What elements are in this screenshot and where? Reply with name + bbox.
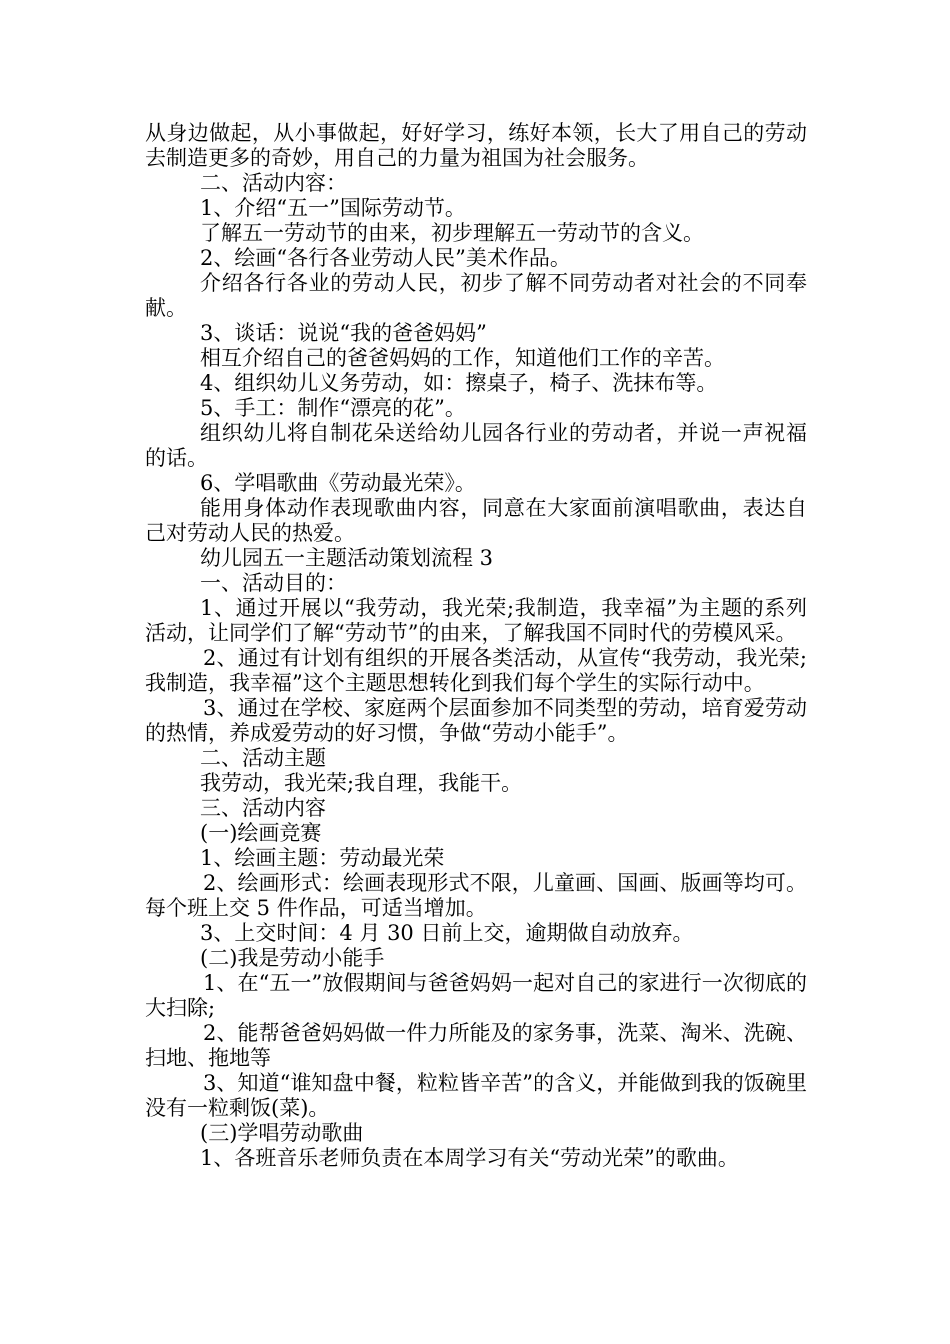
paragraph: 相互介绍自己的爸爸妈妈的工作，知道他们工作的辛苦。 [200, 346, 725, 370]
paragraph: 能用身体动作表现歌曲内容，同意在大家面前演唱歌曲，表达自己对劳动人民的热爱。 [145, 496, 807, 545]
list-item-1: 1、在“五一”放假期间与爸爸妈妈一起对自己的家进行一次彻底的大扫除; [145, 971, 807, 1020]
section-heading-theme: 二、活动主题 [200, 746, 326, 770]
list-item-3: 3、上交时间：4 月 30 日前上交，逾期做自动放弃。 [200, 921, 694, 945]
paragraph: 介绍各行各业的劳动人民，初步了解不同劳动者对社会的不同奉献。 [145, 271, 807, 320]
list-item-2: 2、通过有计划有组织的开展各类活动，从宣传“我劳动，我光荣;我制造，我幸福”这个主题思想转化到我们每个学生的实际行动中。 [145, 646, 807, 695]
list-item-2: 2、能帮爸爸妈妈做一件力所能及的家务事，洗菜、淘米、洗碗、扫地、拖地等 [145, 1021, 807, 1070]
section-heading-content: 三、活动内容 [200, 796, 326, 820]
paragraph: 我劳动，我光荣;我自理，我能干。 [200, 771, 523, 795]
list-item-1: 1、各班音乐老师负责在本周学习有关“劳动光荣”的歌曲。 [200, 1146, 739, 1170]
list-item-6: 6、学唱歌曲《劳动最光荣》。 [200, 471, 476, 495]
list-item-4: 4、组织幼儿义务劳动，如：擦桌子，椅子、洗抹布等。 [200, 371, 718, 395]
paragraph: 组织幼儿将自制花朵送给幼儿园各行业的劳动者，并说一声祝福的话。 [145, 421, 807, 470]
paragraph: 了解五一劳动节的由来，初步理解五一劳动节的含义。 [200, 221, 704, 245]
subsection-heading: (一)绘画竞赛 [200, 821, 322, 845]
section-heading-activity-content: 二、活动内容： [200, 171, 347, 195]
list-item-3: 3、知道“谁知盘中餐，粒粒皆辛苦”的含义，并能做到我的饭碗里没有一粒剩饭(菜)。 [145, 1071, 807, 1120]
list-item-1: 1、绘画主题：劳动最光荣 [200, 846, 445, 870]
list-item-3: 3、通过在学校、家庭两个层面参加不同类型的劳动，培育爱劳动的热情，养成爱劳动的好习惯，争做“劳动小能手”。 [145, 696, 807, 745]
paragraph-continuation: 从身边做起，从小事做起，好好学习，练好本领，长大了用自己的劳动去制造更多的奇妙，用自己的力量为祖国为社会服务。 [145, 121, 807, 170]
list-item-5: 5、手工：制作“漂亮的花”。 [200, 396, 466, 420]
list-item-2: 2、绘画“各行各业劳动人民”美术作品。 [200, 246, 571, 270]
section-heading-purpose: 一、活动目的： [200, 571, 347, 595]
list-item-1: 1、通过开展以“我劳动，我光荣;我制造，我幸福”为主题的系列活动，让同学们了解“劳动节”的由来，了解我国不同时代的劳模风采。 [145, 596, 807, 645]
list-item-2: 2、绘画形式：绘画表现形式不限，儿童画、国画、版画等均可。每个班上交 5 件作品，可适当增加。 [145, 871, 807, 920]
list-item-3: 3、谈话：说说“我的爸爸妈妈” [200, 321, 487, 345]
section-title: 幼儿园五一主题活动策划流程 3 [200, 546, 494, 570]
document-body [145, 121, 807, 1171]
subsection-heading: (三)学唱劳动歌曲 [200, 1121, 364, 1145]
list-item-1: 1、介绍“五一”国际劳动节。 [200, 196, 466, 220]
subsection-heading: (二)我是劳动小能手 [200, 946, 385, 970]
